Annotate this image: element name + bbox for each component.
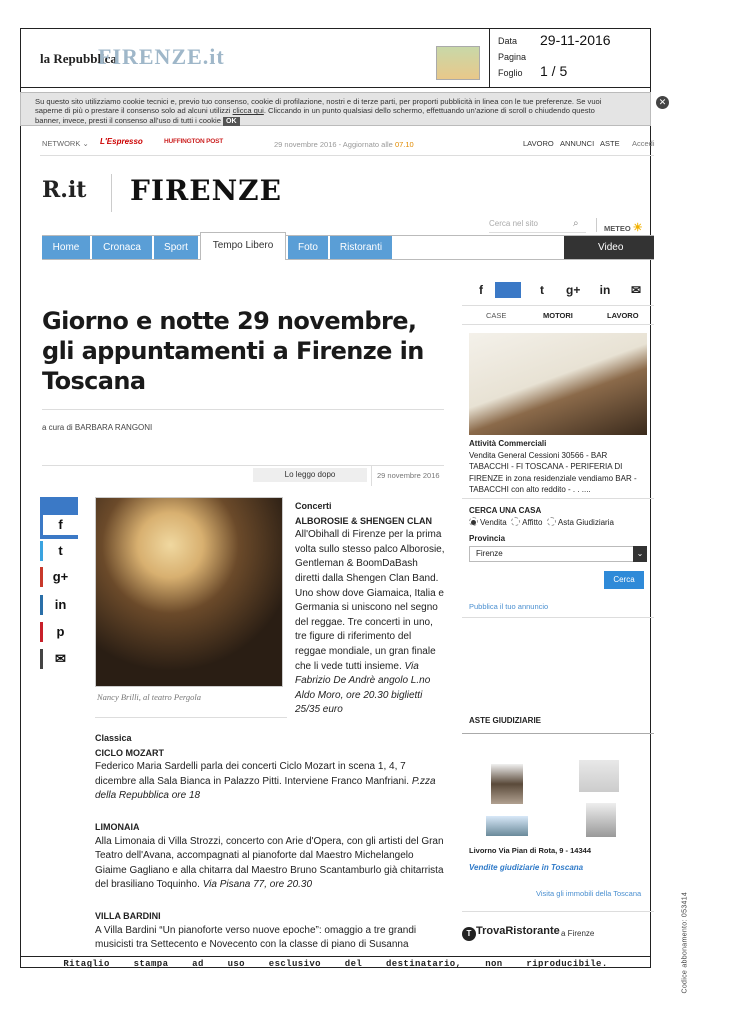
trovaristorante-text: TrovaRistorante [476,925,560,937]
update-info [274,140,414,149]
radio-vendita[interactable] [469,518,507,527]
provincia-select[interactable] [469,546,647,562]
divider [371,466,372,486]
header-thumbnail-image [436,46,480,80]
aste-title: ASTE GIUDIZIARIE [469,716,542,725]
site-logo-text: R.it [42,177,87,203]
article-title: Giorno e notte 29 novembre, gli appuntamenti a Firenze in Toscana [42,307,424,395]
auction-photo-2[interactable] [579,760,619,792]
cookie-text: Su questo sito utilizziamo cookie tecnici e, previo tuo consenso, cookie di profilazione, nostri e di terze parti, per proporti pubblicità in linea con le tue preferenze. Se vuoi saperne di più o prestare il consenso solo ad alcuni utilizzi [35,97,602,116]
meteo-divider [596,218,597,232]
nav-video[interactable]: Video [564,236,654,259]
article-photo [95,497,283,687]
weather-icon: ☀ [632,222,643,234]
section-place: Via Fabrizio De Andrè angolo L.no Aldo Moro, ore 20.30 biglietti 25/35 euro [295,660,431,716]
nav-sport[interactable]: Sport [154,236,198,259]
cookie-text-2: . Cliccando in un punto qualsiasi dello schermo, effettuando un'azione di scroll o chiudendo questo banner, invece, presti il consenso all'uso di tutti i cookie [35,106,595,125]
nav-home[interactable]: Home [42,236,90,259]
divider [462,617,654,618]
tab-motori[interactable]: MOTORI [543,311,573,320]
meteo-label: METEO [604,224,631,233]
auction-photo-3[interactable] [486,816,528,836]
auction-photo-4[interactable] [586,803,616,837]
logo-repubblica: la Repubblica [40,51,117,66]
tab-case[interactable]: CASE [486,311,507,320]
section-text: Alla Limonaia di Villa Strozzi, concerto con Arie d'Opera, con gli artisti del Gran Teatro dell'Avana, accompagnati al pianoforte dal Maestro Michelangelo Giaime Gagliano e alla chitarra dal Maestro Bruno Scantamburlo già chitarrista del brasiliano Toquinho. [95,835,444,891]
top-link-lavoro[interactable]: LAVORO [523,139,554,148]
section-heading: CICLO MOZART [95,747,164,758]
foglio-value: 1 / 5 [540,63,568,79]
trovaristorante-logo[interactable] [462,925,560,941]
espresso-logo[interactable]: L'Espresso [100,137,143,146]
footer-ritaglio: Ritaglio stampa ad uso esclusivo del destinatario, non riproducibile. [63,959,608,969]
a-firenze: a Firenze [561,929,595,938]
divider [462,911,654,912]
data-label: Data [498,36,518,46]
share-highlight[interactable] [495,282,521,298]
side-linkedin-icon[interactable]: in [40,595,78,615]
linkedin-icon[interactable]: in [599,283,611,297]
foglio-label: Foglio [498,68,523,78]
section-heading: VILLA BARDINI [95,910,161,921]
search-placeholder: Cerca nel sito [489,219,538,228]
divider [462,498,654,499]
provincia-value: Firenze [476,549,503,558]
radio-vendita-label: Vendita [480,518,507,527]
radio-asta-label: Asta Giudiziaria [557,518,614,527]
divider [42,465,444,466]
provincia-label: Provincia [469,534,506,543]
ad-heading[interactable]: Attività Commerciali [469,439,547,448]
side-facebook-icon[interactable]: f [40,515,78,535]
radio-asta[interactable] [547,518,614,527]
top-link-accedi[interactable]: Accedi [632,139,655,148]
chevron-down-icon[interactable]: ⌄ [633,546,647,562]
site-logo-rit[interactable] [42,177,86,203]
nav-ristoranti[interactable]: Ristoranti [330,236,392,259]
nav-cronaca[interactable]: Cronaca [92,236,152,259]
section-place: P.zza della Repubblica ore 18 [95,775,436,802]
cookie-link[interactable]: clicca qui [232,106,264,116]
search-input[interactable] [489,219,586,233]
codice-abbonamento: Codice abbonamento: 053414 [681,891,689,994]
section-text: Federico Maria Sardelli parla dei concerti Ciclo Mozart in scena 1, 4, 7 dicembre alla Sala Bianca in Palazzo Pitti. Interviene Franco Manfriani. [95,761,410,787]
chevron-down-icon: ⌄ [82,139,89,148]
aste-address: Livorno Via Pian di Rota, 9 - 14344 [469,846,591,855]
section-place: Via Pisana 77, ore 20.30 [202,879,313,891]
divider [462,733,654,734]
meteo-link[interactable] [604,221,643,234]
article-date: 29 novembre 2016 [377,471,440,480]
article-author: a cura di BARBARA RANGONI [42,423,153,432]
search-icon[interactable]: ⌕ [573,218,579,229]
site-city-title: FIRENZE [130,174,282,207]
side-pinterest-icon[interactable]: p [40,622,78,642]
cerca-casa-title: CERCA UNA CASA [469,506,542,515]
top-link-annunci[interactable]: ANNUNCI [560,139,595,148]
divider [42,409,444,410]
googleplus-icon[interactable]: g+ [566,283,581,297]
huffington-logo[interactable]: HUFFINGTON POST [164,138,223,145]
cerca-button[interactable]: Cerca [604,571,644,589]
pagina-label: Pagina [498,52,527,62]
pubblica-link[interactable]: Pubblica il tuo annuncio [469,602,549,611]
photo-caption: Nancy Brilli, al teatro Pergola [97,692,201,702]
data-value: 29-11-2016 [540,32,611,48]
section-category: Classica [95,733,132,743]
logo-firenze: FIRENZE.it [98,44,225,69]
logo-divider [111,174,112,212]
network-label: NETWORK [42,139,81,148]
side-email-icon[interactable]: ✉ [40,649,78,669]
divider [40,155,654,156]
facebook-icon[interactable]: f [479,283,483,297]
nav-foto[interactable]: Foto [288,236,328,259]
section-text: All'Obihall di Firenze per la prima volta sullo stesso palco Alborosie, Gentleman & BoomDaBash diretti dalla Shengen Clan Band. Uno show dove Giamaica, Italia e Germania si uniscono nel segno del reggae. Tre concerti in uno, tre figure di riferimento del reggae mondiale, un gran finale che li vede tutti insieme. [295,529,445,672]
side-googleplus-icon[interactable]: g+ [40,567,78,587]
close-icon[interactable]: ✕ [656,96,669,109]
cookie-banner [20,92,651,126]
section-heading: ALBOROSIE & SHENGEN CLAN [295,515,433,526]
radio-affitto-label: Affitto [522,518,543,527]
aste-link[interactable]: Vendite giudiziarie in Toscana [469,863,584,872]
tab-lavoro[interactable]: LAVORO [607,311,639,320]
ad-text: Vendita General Cessioni 30566 - BAR TABACCHI - FI TOSCANA - PERIFERIA DI FIRENZE in zona residenziale vendiamo BAR - TABACCHI con alto reddito - . . .... [469,450,637,495]
pin-icon: T [462,927,476,941]
footer-line [20,956,651,957]
section-category: Concerti [295,501,332,511]
cookie-ok-button[interactable]: OK [223,117,240,126]
radio-affitto[interactable] [511,518,542,527]
network-menu[interactable] [42,139,89,148]
ad-image[interactable] [469,333,647,435]
update-date: 29 novembre 2016 - Aggiornato alle [274,140,393,149]
immobili-link[interactable]: Visita gli immobili della Toscana [536,889,642,898]
email-icon[interactable]: ✉ [630,283,642,297]
side-twitter-icon[interactable]: t [40,541,78,561]
top-link-aste[interactable]: ASTE [600,139,620,148]
section-text: A Villa Bardini “Un pianoforte verso nuove epoche”: omaggio a tre grandi musicisti tra Settecento e Novecento con la classe di piano di Susanna [95,924,417,951]
divider [95,717,287,718]
update-time: 07.10 [394,140,414,149]
nav-tempo-libero[interactable]: Tempo Libero [200,232,286,260]
twitter-icon[interactable]: t [540,283,544,297]
auction-photo-1[interactable] [491,764,523,804]
section-heading: LIMONAIA [95,821,140,832]
read-later-button[interactable]: Lo leggo dopo [253,468,367,482]
